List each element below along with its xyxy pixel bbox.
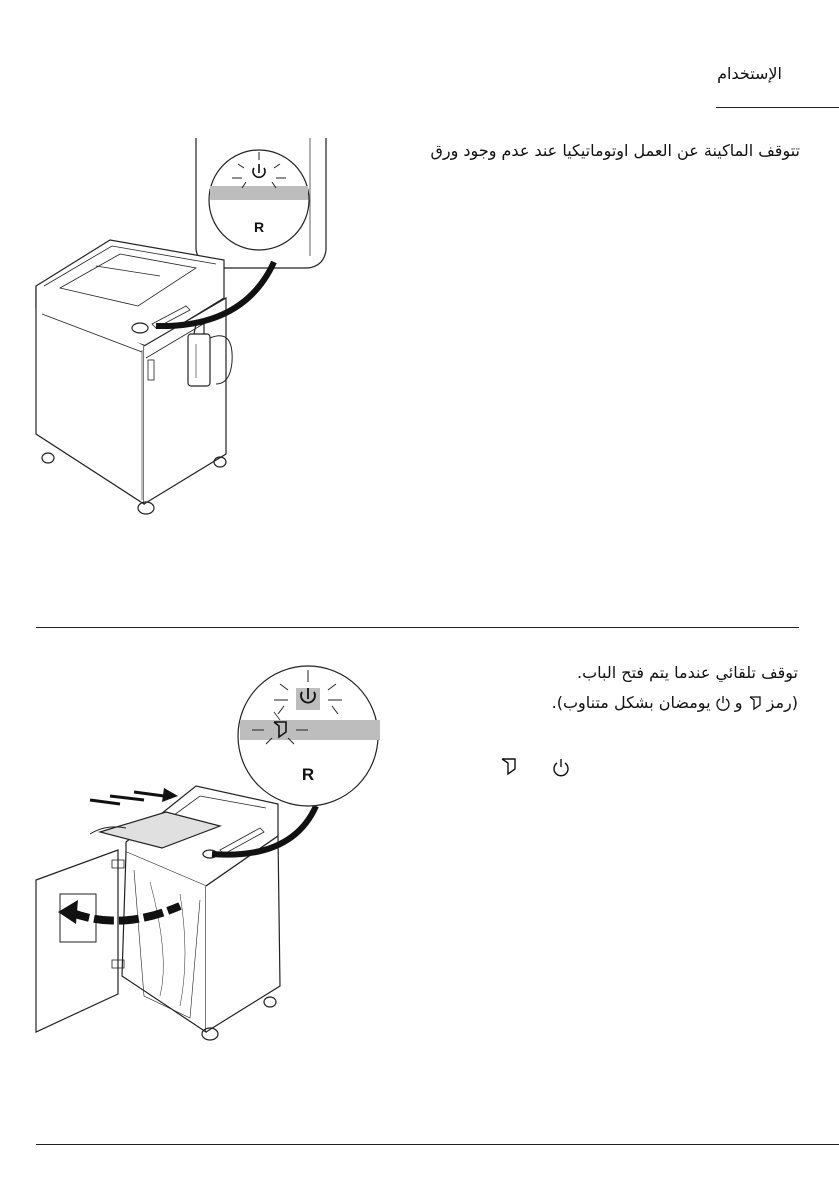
panel-reset-label: R bbox=[301, 765, 315, 784]
panel-reset-label: R bbox=[253, 219, 265, 235]
header-underline bbox=[716, 107, 839, 108]
shredder-door-open-illustration bbox=[30, 656, 390, 1042]
power-icon bbox=[552, 757, 570, 777]
paper-out-description: تتوقف الماكينة عن العمل اوتوماتيكيا عند عدم وجود ورق bbox=[430, 141, 800, 160]
door-open-icon bbox=[748, 695, 762, 711]
power-icon bbox=[716, 695, 730, 711]
section-divider bbox=[36, 627, 799, 628]
footer-rule bbox=[36, 1144, 839, 1145]
door-stop-note: (رمز و يومضان بشكل متناوب). bbox=[551, 693, 798, 712]
door-open-icon bbox=[500, 757, 518, 777]
shredder-paper-out-illustration bbox=[20, 138, 360, 518]
page-section-title: الإستخدام bbox=[717, 64, 782, 83]
door-stop-description: توقف تلقائي عندما يتم فتح الباب. bbox=[577, 663, 798, 682]
